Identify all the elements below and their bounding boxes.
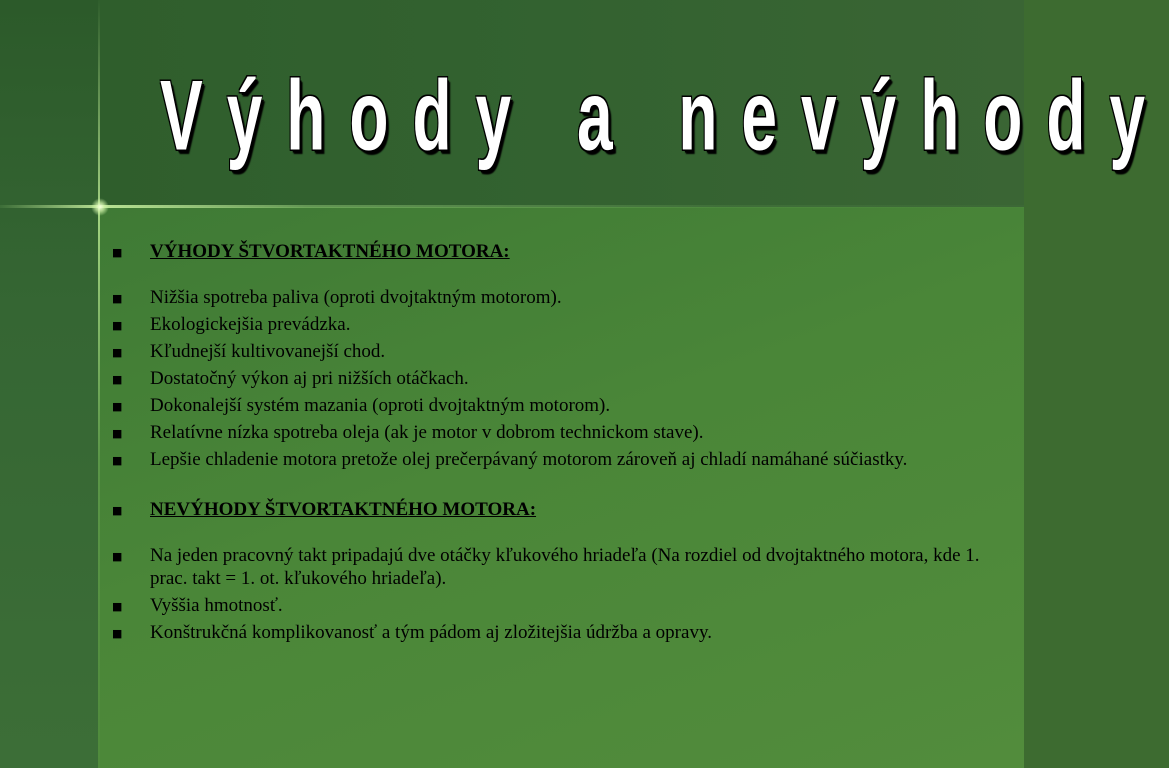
- bullet-icon: ■: [112, 627, 123, 640]
- advantage-text: Dostatočný výkon aj pri nižších otáčkach.: [150, 368, 469, 389]
- advantage-item: [110, 367, 990, 390]
- vertical-accent-line: [98, 0, 100, 768]
- disadvantages-heading: NEVÝHODY ŠTVORTAKTNÉHO MOTORA:: [150, 499, 537, 520]
- bullet-icon: ■: [112, 454, 123, 467]
- advantages-heading-item: [110, 240, 990, 263]
- bullet-icon: ■: [112, 373, 123, 386]
- bullet-icon: ■: [112, 550, 123, 563]
- advantage-item: [110, 286, 990, 309]
- disadvantages-heading-item: [110, 498, 990, 521]
- disadvantage-item: [110, 621, 990, 644]
- slide-title: Výhody a nevýhody: [160, 59, 1169, 172]
- advantages-heading: VÝHODY ŠTVORTAKTNÉHO MOTORA:: [150, 241, 510, 262]
- disadvantage-item: [110, 544, 990, 590]
- bullet-icon: ■: [112, 400, 123, 413]
- advantage-item: [110, 421, 990, 444]
- advantage-text: Nižšia spotreba paliva (oproti dvojtaktným motorom).: [150, 287, 562, 308]
- advantage-item: [110, 340, 990, 363]
- disadvantage-text: Konštrukčná komplikovanosť a tým pádom aj zložitejšia údržba a opravy.: [150, 622, 712, 643]
- advantage-item: [110, 394, 990, 417]
- advantage-item: [110, 448, 990, 471]
- bullet-icon: ■: [112, 319, 123, 332]
- slide-bullet-list: [110, 240, 990, 648]
- bullet-icon: ■: [112, 346, 123, 359]
- bullet-icon: ■: [112, 600, 123, 613]
- bullet-icon: ■: [112, 246, 123, 259]
- sparkle-decoration: [91, 198, 109, 216]
- bullet-icon: ■: [112, 292, 123, 305]
- advantage-text: Ekologickejšia prevádzka.: [150, 314, 351, 335]
- advantage-text: Lepšie chladenie motora pretože olej prečerpávaný motorom zároveň aj chladí namáhané súčiastky.: [150, 449, 908, 470]
- advantage-item: [110, 313, 990, 336]
- disadvantage-text: Na jeden pracovný takt pripadajú dve otáčky kľukového hriadeľa (Na rozdiel od dvojtaktného motora, kde 1. prac. takt = 1. ot. kľukového hriadeľa).: [150, 545, 980, 589]
- disadvantage-item: [110, 594, 990, 617]
- bullet-icon: ■: [112, 427, 123, 440]
- advantage-text: Dokonalejší systém mazania (oproti dvojtaktným motorom).: [150, 395, 611, 416]
- bullet-icon: ■: [112, 504, 123, 517]
- advantage-text: Kľudnejší kultivovanejší chod.: [150, 341, 386, 362]
- left-background-band: [0, 0, 98, 768]
- disadvantage-text: Vyššia hmotnosť.: [150, 595, 283, 616]
- advantage-text: Relatívne nízka spotreba oleja (ak je motor v dobrom technickom stave).: [150, 422, 704, 443]
